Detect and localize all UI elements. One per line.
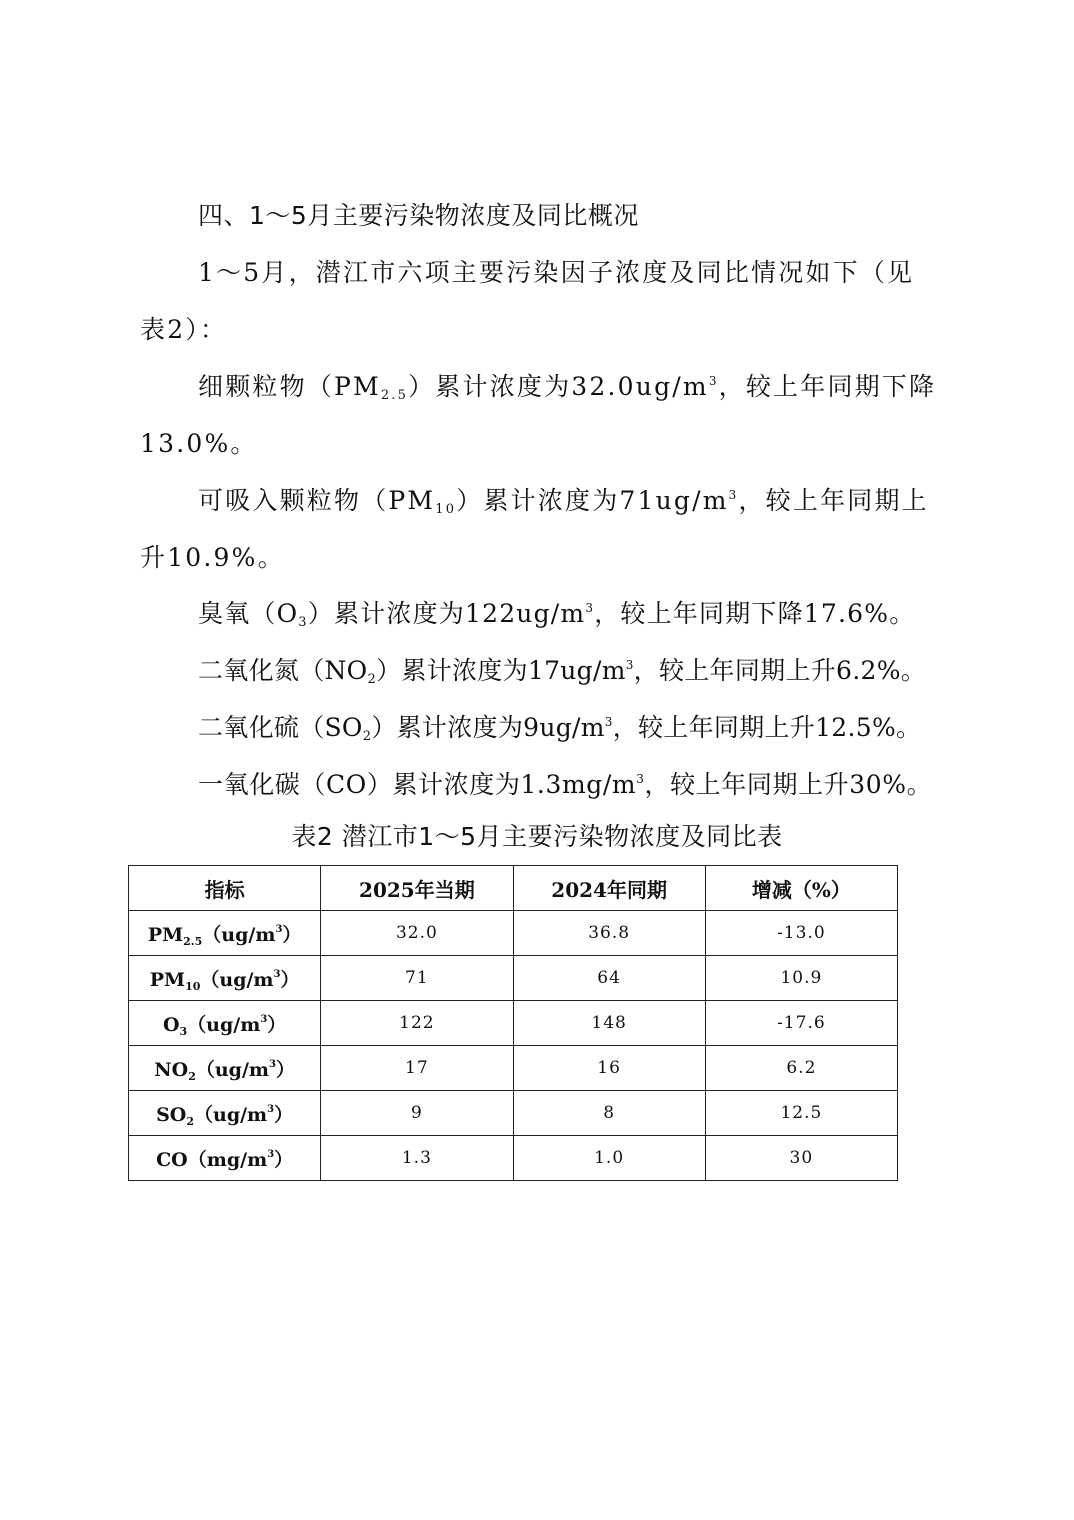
co-superscript: 3 (636, 772, 645, 786)
indicator-unit-close: ） (280, 968, 300, 991)
so2-text-post: ，较上年同期上升12.5%。 (612, 713, 922, 742)
previous-value: 148 (513, 1001, 705, 1046)
pm25-text-post: ，较上年同期下降13.0%。 (140, 372, 937, 458)
indicator-cell (129, 1136, 321, 1181)
header-change: 增减（%） (705, 866, 897, 911)
indicator-unit-close: ） (275, 1058, 295, 1081)
indicator-name: O (162, 1013, 180, 1036)
change-value: -13.0 (705, 911, 897, 956)
indicator-cell (129, 1046, 321, 1091)
indicator-superscript: 3 (267, 1148, 275, 1160)
indicator-superscript: 3 (267, 1103, 275, 1115)
so2-text-pre: 二氧化硫（SO (198, 713, 363, 742)
table-row (129, 1046, 898, 1091)
previous-value: 8 (513, 1091, 705, 1136)
change-value: 10.9 (705, 956, 897, 1001)
previous-value: 64 (513, 956, 705, 1001)
indicator-unit: （ug/m (202, 923, 276, 946)
indicator-name: SO (156, 1103, 187, 1126)
indicator-unit: （ug/m (194, 1103, 268, 1126)
no2-line (198, 642, 926, 699)
pm25-subscript: 2.5 (380, 388, 409, 403)
o3-line (198, 585, 915, 642)
current-value: 122 (321, 1001, 513, 1046)
indicator-unit: （ug/m (195, 1058, 269, 1081)
indicator-superscript: 3 (273, 968, 281, 980)
indicator-subscript: 2 (186, 1114, 195, 1128)
current-value: 32.0 (321, 911, 513, 956)
table-caption: 表2 潜江市1～5月主要污染物浓度及同比表 (291, 822, 783, 851)
header-previous: 2024年同期 (513, 866, 705, 911)
no2-text-pre: 二氧化氮（NO (198, 656, 368, 685)
previous-value: 36.8 (513, 911, 705, 956)
current-value: 71 (321, 956, 513, 1001)
indicator-cell (129, 1091, 321, 1136)
change-value: 6.2 (705, 1046, 897, 1091)
co-line (198, 756, 932, 813)
header-indicator: 指标 (129, 866, 321, 911)
indicator-unit-close: ） (274, 1148, 294, 1171)
indicator-unit: （ug/m (187, 1013, 261, 1036)
indicator-name: NO (154, 1058, 189, 1081)
o3-text-pre: 臭氧（O (198, 599, 299, 628)
table-row (129, 1001, 898, 1046)
o3-text-post: ，较上年同期下降17.6%。 (594, 599, 916, 628)
section-heading: 四、1～5月主要污染物浓度及同比概况 (198, 201, 639, 230)
indicator-cell (129, 956, 321, 1001)
pm10-text-mid: ）累计浓度为71ug/m (456, 486, 729, 515)
no2-subscript: 2 (367, 672, 377, 687)
indicator-unit-close: ） (267, 1013, 287, 1036)
pm10-text-pre: 可吸入颗粒物（PM (198, 486, 436, 515)
so2-text-mid: ）累计浓度为9ug/m (371, 713, 605, 742)
table-header-row (129, 866, 898, 911)
indicator-superscript: 3 (260, 1013, 268, 1025)
table-row (129, 956, 898, 1001)
table-row (129, 1136, 898, 1181)
table-row (129, 1091, 898, 1136)
indicator-name: PM (149, 968, 186, 991)
indicator-unit: （mg/m (187, 1148, 268, 1171)
indicator-subscript: 2.5 (183, 934, 203, 948)
so2-superscript: 3 (604, 715, 613, 729)
table-row (129, 911, 898, 956)
intro-paragraph: 1～5月，潜江市六项主要污染因子浓度及同比情况如下（见表2）： (140, 258, 915, 344)
indicator-name: CO (156, 1148, 188, 1171)
previous-value: 1.0 (513, 1136, 705, 1181)
indicator-unit-close: ） (274, 1103, 294, 1126)
indicator-cell (129, 911, 321, 956)
pm25-paragraph (140, 358, 940, 472)
so2-subscript: 2 (362, 729, 372, 744)
indicator-cell (129, 1001, 321, 1046)
header-current: 2025年当期 (321, 866, 513, 911)
current-value: 1.3 (321, 1136, 513, 1181)
no2-text-mid: ）累计浓度为17ug/m (376, 656, 626, 685)
indicator-unit-close: ） (282, 923, 302, 946)
change-value: 12.5 (705, 1091, 897, 1136)
indicator-unit: （ug/m (200, 968, 274, 991)
pm25-text-mid: ）累计浓度为32.0ug/m (408, 372, 709, 401)
pm10-superscript: 3 (728, 488, 739, 502)
pm10-text-post: ，较上年同期上升10.9%。 (140, 486, 929, 572)
no2-superscript: 3 (625, 658, 634, 672)
change-value: 30 (705, 1136, 897, 1181)
o3-subscript: 3 (298, 615, 308, 630)
current-value: 9 (321, 1091, 513, 1136)
indicator-subscript: 10 (185, 979, 201, 993)
change-value: -17.6 (705, 1001, 897, 1046)
o3-superscript: 3 (585, 601, 595, 615)
pm10-paragraph (140, 472, 940, 586)
o3-text-mid: ）累计浓度为122ug/m (307, 599, 586, 628)
pm25-text-pre: 细颗粒物（PM (198, 372, 381, 401)
pollutant-table (128, 865, 898, 1181)
pm10-subscript: 10 (435, 502, 457, 517)
previous-value: 16 (513, 1046, 705, 1091)
indicator-subscript: 2 (188, 1069, 196, 1083)
indicator-superscript: 3 (269, 1058, 276, 1070)
no2-text-post: ，较上年同期上升6.2%。 (633, 656, 927, 685)
co-text-pre: 一氧化碳（CO (198, 770, 367, 799)
indicator-superscript: 3 (275, 923, 283, 935)
current-value: 17 (321, 1046, 513, 1091)
indicator-name: PM (147, 923, 184, 946)
co-text-mid: ）累计浓度为1.3mg/m (366, 770, 637, 799)
indicator-subscript: 3 (179, 1024, 188, 1038)
pm25-superscript: 3 (708, 374, 719, 388)
co-text-post: ，较上年同期上升30%。 (644, 770, 933, 799)
so2-line (198, 699, 921, 756)
